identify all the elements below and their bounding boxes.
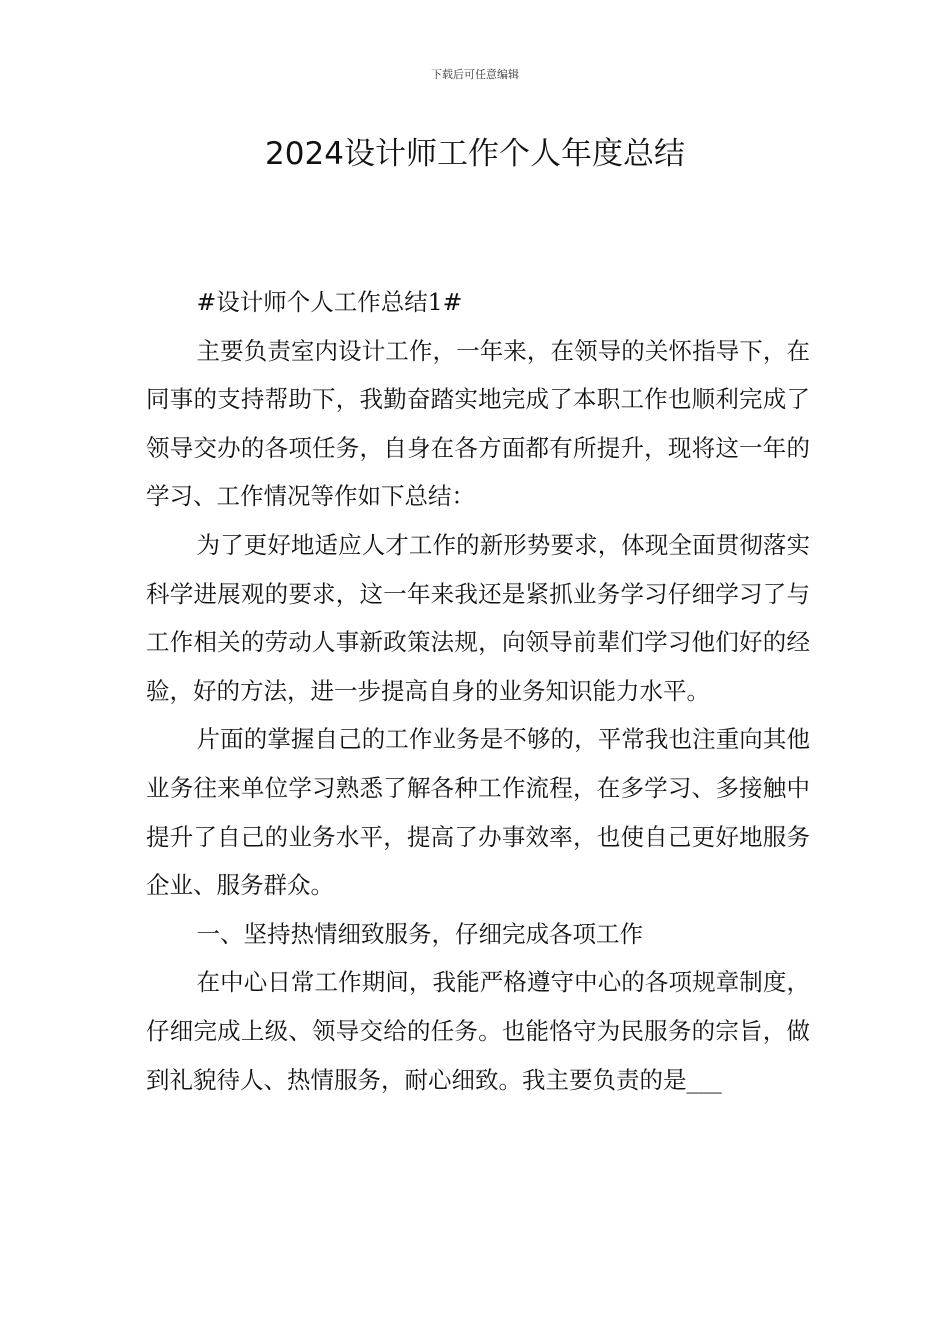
document-body [146,278,810,1104]
section-heading: #设计师个人工作总结1# [196,288,463,316]
paragraph: 为了更好地适应人才工作的新形势要求，体现全面贯彻落实科学进展观的要求，这一年来我还是紧抓业务学习仔细学习了与工作相关的劳动人事新政策法规，向领导前辈们学习他们好的经验，好的方法，进一步提高自身的业务知识能力水平。 [146,530,810,705]
download-note: 下载后可任意编辑 [431,68,519,81]
paragraph: 片面的掌握自己的工作业务是不够的，平常我也注重向其他业务往来单位学习熟悉了解各种工作流程，在多学习、多接触中提升了自己的业务水平，提高了办事效率，也使自己更好地服务企业、服务群众。 [146,725,810,900]
paragraph: 在中心日常工作期间，我能严格遵守中心的各项规章制度，仔细完成上级、领导交给的任务。也能恪守为民服务的宗旨，做到礼貌待人、热情服务，耐心细致。我主要负责的是___ [146,968,810,1094]
subsection-heading: 一、坚持热情细致服务，仔细完成各项工作 [196,919,644,948]
paragraph: 主要负责室内设计工作，一年来，在领导的关怀指导下，在同事的支持帮助下，我勤奋踏实地完成了本职工作也顺利完成了领导交办的各项任务，自身在各方面都有所提升，现将这一年的学习、工作情况等作如下总结： [146,336,810,511]
document-title: 2024设计师工作个人年度总结 [265,136,685,172]
